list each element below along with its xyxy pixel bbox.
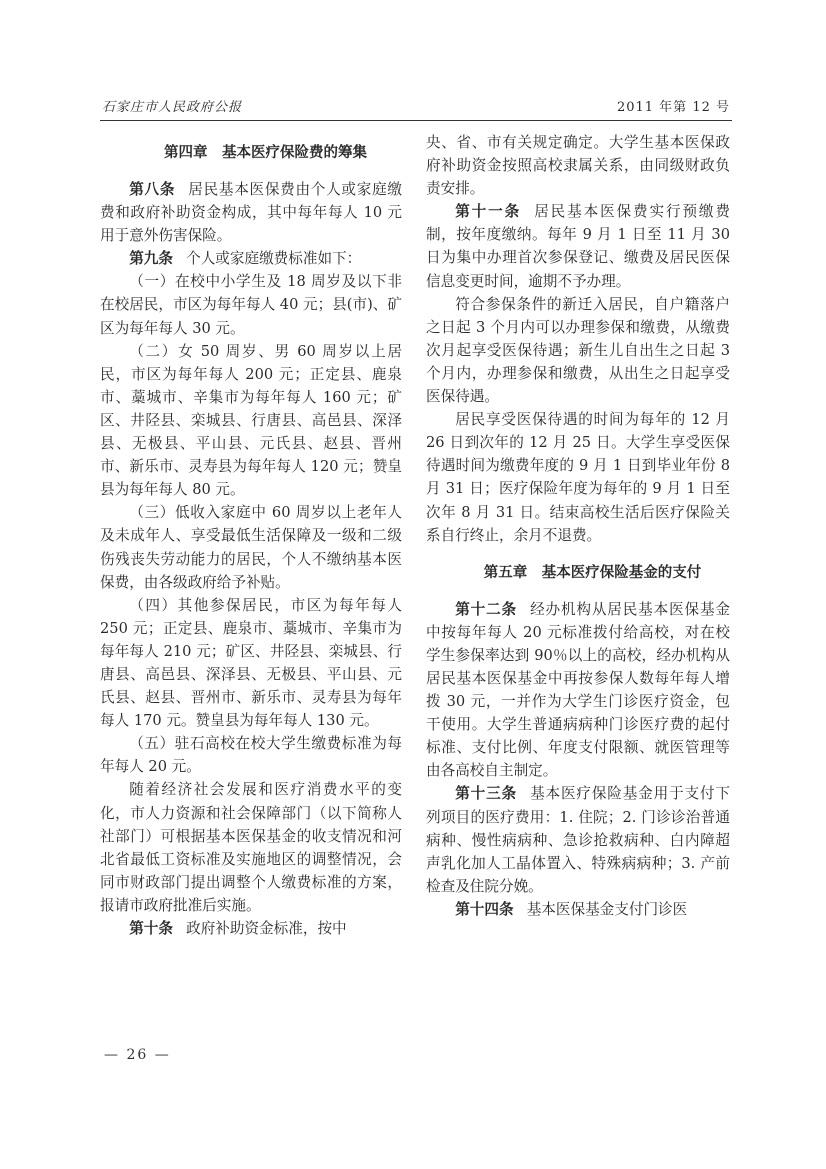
article-10-text: 政府补助资金标准，按中 <box>186 920 347 937</box>
article-10 <box>100 917 402 940</box>
article-13-label: 第十三条 <box>455 785 517 803</box>
left-column <box>100 142 402 940</box>
chapter-5-title: 第五章 基本医疗保险基金的支付 <box>483 564 702 581</box>
article-9-label: 第九条 <box>129 250 173 268</box>
article-11-label: 第十一条 <box>455 203 522 221</box>
item-5: （五）驻石高校在校大学生缴费标准为每年每人 20 元。 <box>100 735 402 776</box>
article-11 <box>426 200 730 292</box>
newcomer-paragraph: 符合参保条件的新迁入居民，自户籍落户之日起 3 个月内可以办理参保和缴费，从缴费次月起享受医保待遇；新生儿自出生之日起 3 个月内，办理参保和缴费，从出生之日起享受医保待遇。 <box>426 295 730 406</box>
right-column <box>426 131 730 921</box>
benefit-period-paragraph: 居民享受医保待遇的时间为每年的 12 月 26 日到次年的 12 月 25 日。大学生享受医保待遇时间为缴费年度的 9 月 1 日到毕业年份 8 月 31 日；医疗保险年度为每年的 9 月 1 日至次年 8 月 31 日。结束高校生活后医疗保险关系自行终止，余月不退费。 <box>426 411 730 544</box>
article-8 <box>100 178 402 247</box>
adjustment-paragraph: 随着经济社会发展和医疗消费水平的变化，市人力资源和社会保障部门（以下简称人社部门）可根据基本医保基金的收支情况和河北省最低工资标准及实施地区的调整情况，会同市财政部门提出调整个人缴费标准的方案，报请市政府批准后实施。 <box>100 781 402 914</box>
article-11-text: 居民基本医保费实行预缴费制，按年度缴纳。每年 9 月 1 日至 11 月 30 日为集中办理首次参保登记、缴费及居民医保信息变更时间，逾期不予办理。 <box>426 203 730 290</box>
article-8-text: 居民基本医保费由个人或家庭缴费和政府补助资金构成，其中每年每人 10 元用于意外伤害保险。 <box>100 181 402 245</box>
item-1: （一）在校中小学生及 18 周岁及以下非在校居民，市区为每年每人 40 元；县(市)、矿区为每年每人 30 元。 <box>100 273 402 337</box>
article-8-label: 第八条 <box>129 181 176 198</box>
article-14-text: 基本医保基金支付门诊医 <box>526 900 688 918</box>
item-3: （三）低收入家庭中 60 周岁以上老年人及未成年人、享受最低生活保障及一级和二级伤残丧失劳动能力的居民，个人不缴纳基本医保费，由各级政府给予补贴。 <box>100 504 402 591</box>
article-12 <box>426 598 730 783</box>
item-2: （二）女 50 周岁、男 60 周岁以上居民，市区为每年每人 200 元；正定县、鹿泉市、藁城市、辛集市为每年每人 160 元；矿区、井陉县、栾城县、行唐县、高邑县、深泽县、无极县、平山县、元氏县、赵县、晋州市、新乐市、灵寿县为每年每人 120 元；赞皇县为每年每人 80 元。 <box>100 342 402 499</box>
article-9 <box>100 247 402 270</box>
article-12-text: 经办机构从居民基本医保基金中按每年每人 20 元标准拨付给高校，对在校学生参保率达到 90％以上的高校，经办机构从居民基本医保基金中再按参保人数每年每人增拨 30 元，一并作为大学生门诊医疗资金，包干使用。大学生普通病病种门诊医疗费的起付标准、支付比例、年度支付限额、就医管理等由各高校自主制定。 <box>426 600 730 780</box>
article-12-label: 第十二条 <box>455 600 517 618</box>
article-13 <box>426 782 730 897</box>
article-10-continued: 央、省、市有关规定确定。大学生基本医保政府补助资金按照高校隶属关系，由同级财政负责安排。 <box>426 134 730 198</box>
page-header <box>100 94 732 121</box>
publication-title: 石家庄市人民政府公报 <box>102 100 243 115</box>
article-13-text: 基本医疗保险基金用于支付下列项目的医疗费用：1. 住院；2. 门诊诊治普通病种、慢性病病种、急诊抢救病种、白内障超声乳化加人工晶体置入、特殊病病种；3. 产前检查及住院分娩。 <box>426 785 730 895</box>
issue-number: 2011 年第 12 号 <box>616 100 730 115</box>
article-14 <box>426 898 730 921</box>
chapter-4-title: 第四章 基本医疗保险费的筹集 <box>164 145 367 161</box>
article-14-label: 第十四条 <box>455 900 514 918</box>
item-4: （四）其他参保居民，市区为每年每人 250 元；正定县、鹿泉市、藁城市、辛集市为每年每人 210 元；矿区、井陉县、栾城县、行唐县、高邑县、深泽县、无极县、平山县、元氏县、赵县、晋州市、新乐市、灵寿县为每年每人 170 元。赞皇县为每年每人 130 元。 <box>100 596 402 730</box>
page-number: — 26 — <box>104 1047 171 1063</box>
article-9-text: 个人或家庭缴费标准如下： <box>186 250 362 268</box>
article-10-label: 第十条 <box>129 920 173 937</box>
